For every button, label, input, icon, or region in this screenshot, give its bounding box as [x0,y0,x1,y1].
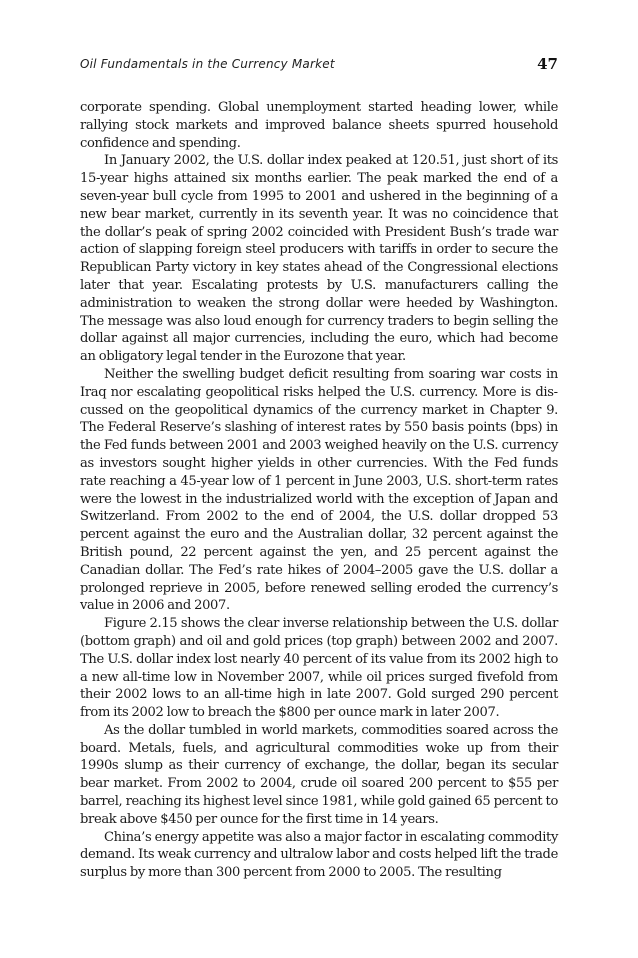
running-head: Oil Fundamentals in the Currency Market [80,57,335,71]
page-header [80,55,558,75]
paragraph: In January 2002, the U.S. dollar index peaked at 120.51, just short of its 15-year highs attained six months earlier. The peak marked the end of a seven-year bull cycle from 1995 to 2001 and ushered in the beginning of a new bear market, currently in its seventh year. It was no coincidence that the dollar’s peak of spring 2002 coincided with President Bush’s trade war action of slapping foreign steel producers with tariffs in order to secure the Republican Party victory in key states ahead of the Congressional elections later that year. Escalating protests by U.S. manufacturers calling the administration to weaken the strong dollar were heeded by Washington. The message was also loud enough for currency traders to begin selling the dollar against all major currencies, including the euro, which had become an obligatory legal tender in the Eurozone that year. [80,153,558,365]
paragraph: China’s energy appetite was also a major factor in escalating commodity demand. Its weak currency and ultralow labor and costs helped lift the trade surplus by more than 300 percent from 2000 to 2005. The resulting [80,829,558,881]
paragraph: As the dollar tumbled in world markets, commodities soared across the board. Metals, fuels, and agricultural commodities woke up from their 1990s slump as their currency of exchange, the dollar, began its secular bear market. From 2002 to 2004, crude oil soared 200 percent to $55 per barrel, reaching its highest level since 1981, while gold gained 65 percent to break above $450 per ounce for the first time in 14 years. [80,722,558,827]
body-text [80,99,558,882]
paragraph: Figure 2.15 shows the clear inverse relationship between the U.S. dollar (bottom graph) and oil and gold prices (top graph) between 2002 and 2007. The U.S. dollar index lost nearly 40 percent of its value from its 2002 high to a new all-time low in November 2007, while oil prices surged fivefold from their 2002 lows to an all-time high in late 2007. Gold surged 290 percent from its 2002 low to breach the $800 per ounce mark in later 2007. [80,616,558,721]
paragraph: Neither the swelling budget deficit resulting from soaring war costs in Iraq nor escalating geopolitical risks helped the U.S. currency. More is discussed on the geopolitical dynamics of the currency market in Chapter 9. The Federal Reserve’s slashing of interest rates by 550 basis points (bps) in the Fed funds between 2001 and 2003 weighed heavily on the U.S. currency as investors sought higher yields in other currencies. With the Fed funds rate reaching a 45-year low of 1 percent in June 2003, U.S. short-term rates were the lowest in the industrialized world with the exception of Japan and Switzerland. From 2002 to the end of 2004, the U.S. dollar dropped 53 percent against the euro and the Australian dollar, 32 percent against the British pound, 22 percent against the yen, and 25 percent against the Canadian dollar. The Fed’s rate hikes of 2004–2005 gave the U.S. dollar a prolonged reprieve in 2005, before renewed selling eroded the currency’s value in 2006 and 2007. [80,366,558,614]
paragraph-continued: corporate spending. Global unemployment started heading lower, while rallying stock markets and improved balance sheets spurred household confidence and spending. [80,100,558,151]
page-number: 47 [537,55,558,73]
